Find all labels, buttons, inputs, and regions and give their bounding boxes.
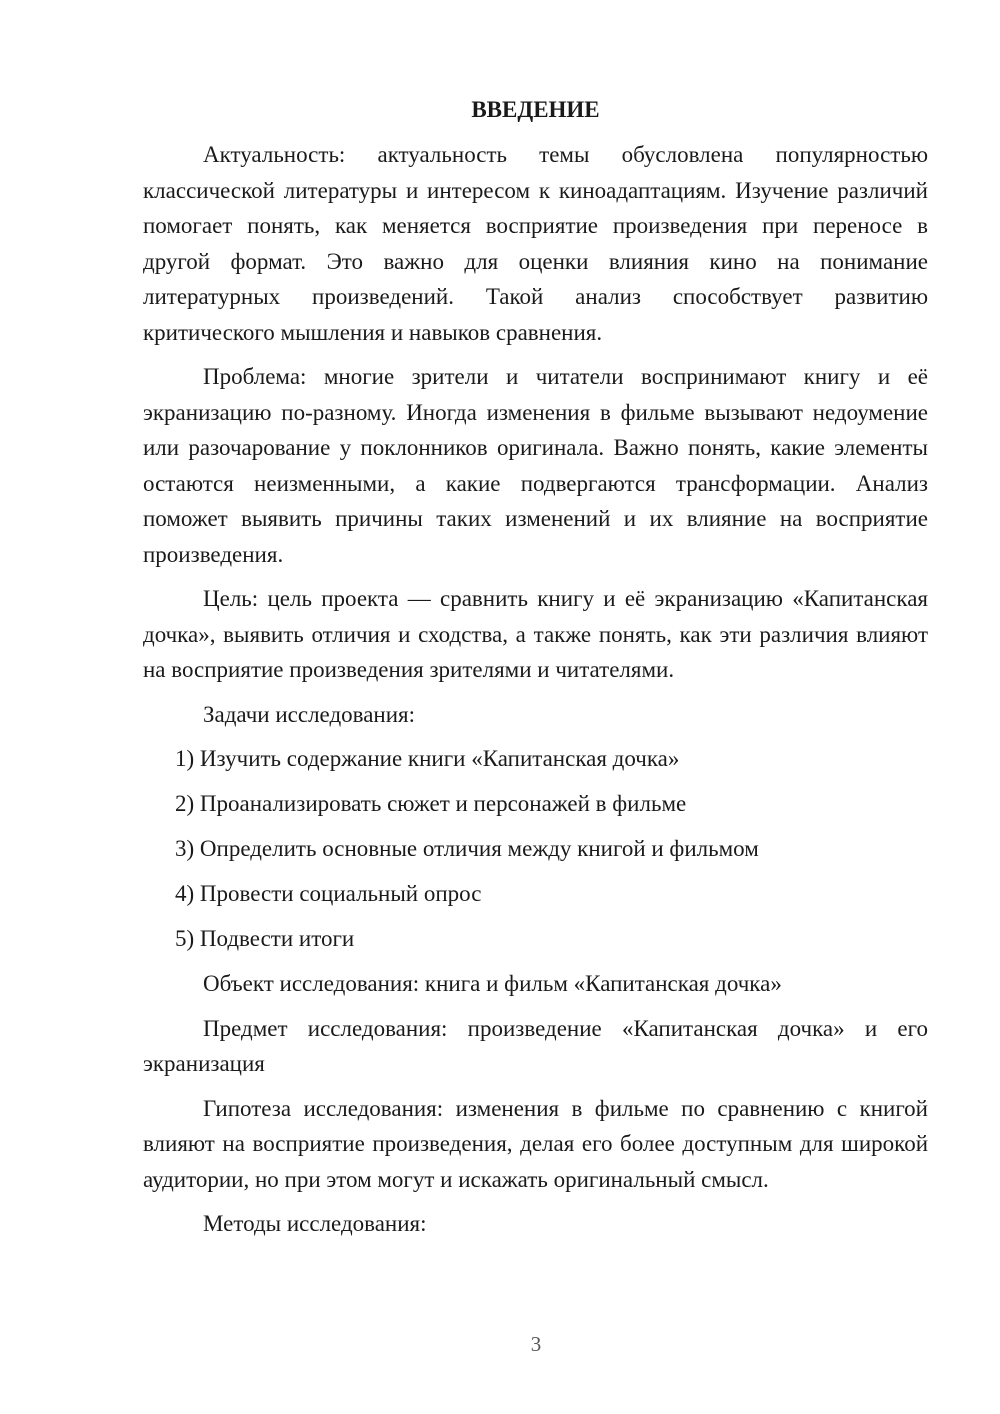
paragraph-goal: Цель: цель проекта — сравнить книгу и её экранизацию «Капитанская дочка», выявить отличия и сходства, а также понять, как эти различия влияют на восприятие произведения зрителями и читателями. xyxy=(143,586,928,682)
tasks-heading: Задачи исследования: xyxy=(203,701,416,727)
paragraph-hypothesis: Гипотеза исследования: изменения в фильме по сравнению с книгой влияют на восприятие произведения, делая его более доступным для широкой аудитории, но при этом могут и искажать оригинальный смысл. xyxy=(143,1095,928,1192)
document-page xyxy=(143,92,928,1251)
tasks-list xyxy=(143,741,928,957)
paragraph-object: Объект исследования: книга и фильм «Капитанская дочка» xyxy=(203,971,782,996)
list-item: 4) Провести социальный опрос xyxy=(175,881,482,906)
paragraph-problem: Проблема: многие зрители и читатели воспринимают книгу и её экранизацию по-разному. Иногда изменения в фильме вызывают недоумение или разочарование у поклонников оригинала. Важно понять, какие элементы остаются неизменными, а какие подвергаются трансформации. Анализ поможет выявить причины таких изменений и их влияние на восприятие произведения. xyxy=(143,364,928,567)
list-item: 2) Проанализировать сюжет и персонажей в фильме xyxy=(175,791,687,816)
list-item: 5) Подвести итоги xyxy=(175,926,355,951)
paragraph-relevance: Актуальность: актуальность темы обусловлена популярностью классической литературы и интересом к киноадаптациям. Изучение различий помогает понять, как меняется восприятие произведения при переносе в другой формат. Это важно для оценки влияния кино на понимание литературных произведений. Такой анализ способствует развитию критического мышления и навыков сравнения. xyxy=(143,142,928,345)
paragraph-subject: Предмет исследования: произведение «Капитанская дочка» и его экранизация xyxy=(143,1015,928,1076)
page-number: 3 xyxy=(530,1332,542,1356)
list-item: 3) Определить основные отличия между книгой и фильмом xyxy=(175,836,759,861)
list-item: 1) Изучить содержание книги «Капитанская дочка» xyxy=(175,746,680,771)
section-title: ВВЕДЕНИЕ xyxy=(471,97,600,122)
methods-heading: Методы исследования: xyxy=(203,1211,427,1236)
